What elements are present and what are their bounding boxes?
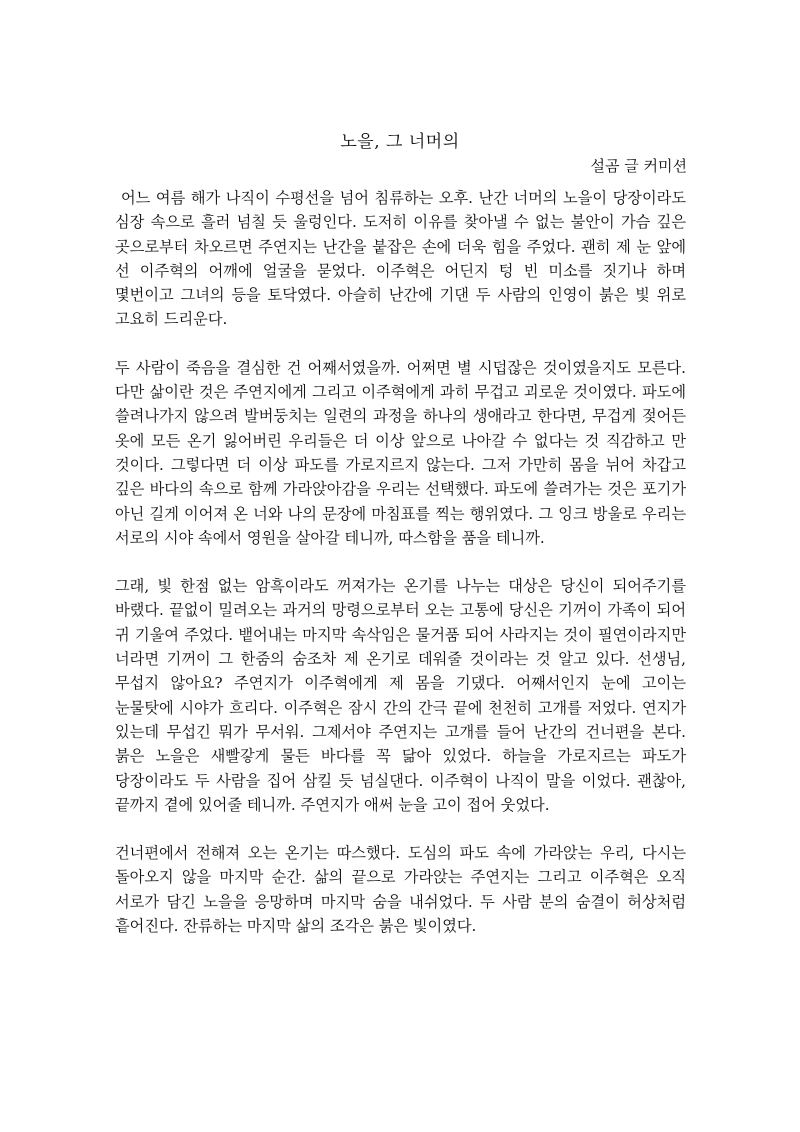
document-body	[115, 186, 686, 962]
paragraph-3: 그래, 빛 한점 없는 암흑이라도 꺼져가는 온기를 나누는 대상은 당신이 되어주기를 바랬다. 끝없이 밀려오는 과거의 망령으로부터 오는 고통에 당신은 기꺼이 가족이 되어 귀 기울여 주었다. 뱉어내는 마지막 속삭임은 물거품 되어 사라지는 것이 필연이라지만 너라면 기꺼이 그 한줌의 숨조차 제 온기로 데워줄 것이라는 것 알고 있다. 선생님, 무섭지 않아요? 주연지가 이주혁에게 제 몸을 기댔다. 어째서인지 눈에 고이는 눈물탓에 시야가 흐리다. 이주혁은 잠시 간의 간극 끝에 천천히 고개를 저었다. 연지가 있는데 무섭긴 뭐가 무서워. 그제서야 주연지는 고개를 들어 난간의 건너편을 본다. 붉은 노을은 새빨갛게 물든 바다를 꼭 닮아 있었다. 하늘을 가로지르는 파도가 당장이라도 두 사람을 집어 삼킬 듯 넘실댄다. 이주혁이 나직이 말을 이었다. 괜찮아, 끝까지 곁에 있어줄 테니까. 주연지가 애써 눈을 고이 접어 웃었다.	[115, 577, 686, 814]
paragraph-4: 건너편에서 전해져 오는 온기는 따스했다. 도심의 파도 속에 가라앉는 우리, 다시는 돌아오지 않을 마지막 순간. 삶의 끝으로 가라앉는 주연지는 그리고 이주혁은 오직 서로가 담긴 노을을 응망하며 마지막 숨을 내쉬었다. 두 사람 분의 숨결이 허상처럼 흩어진다. 잔류하는 마지막 삶의 조각은 붉은 빛이였다.	[115, 844, 686, 936]
document-subtitle: 설곰 글 커미션	[590, 157, 687, 175]
paragraph-1: 어느 여름 해가 나직이 수평선을 넘어 침류하는 오후. 난간 너머의 노을이 당장이라도 심장 속으로 흘러 넘칠 듯 울렁인다. 도저히 이유를 찾아낼 수 없는 불안이 가슴 깊은 곳으로부터 차오르면 주연지는 난간을 붙잡은 손에 더욱 힘을 주었다. 괜히 제 눈 앞에 선 이주혁의 어깨에 얼굴을 묻었다. 이주혁은 어딘지 텅 빈 미소를 짓기나 하며 몇번이고 그녀의 등을 토닥였다. 아슬히 난간에 기댄 두 사람의 인영이 붉은 빛 위로 고요히 드리운다.	[115, 189, 686, 329]
paragraph-2: 두 사람이 죽음을 결심한 건 어째서였을까. 어쩌면 별 시덥잖은 것이였을지도 모른다. 다만 삶이란 것은 주연지에게 그리고 이주혁에게 과히 무겁고 괴로운 것이였다. 파도에 쓸려나가지 않으려 발버둥치는 일련의 과정을 하나의 생애라고 한다면, 무겁게 젖어든 옷에 모든 온기 잃어버린 우리들은 더 이상 앞으로 나아갈 수 없다는 것 직감하고 만 것이다. 그렇다면 더 이상 파도를 가로지르지 않는다. 그저 가만히 몸을 뉘어 차갑고 깊은 바다의 속으로 함께 가라앉아감을 우리는 선택했다. 파도에 쓸려가는 것은 포기가 아닌 길게 이어져 온 너와 나의 문장에 마침표를 찍는 행위였다. 그 잉크 방울로 우리는 서로의 시야 속에서 영원을 살아갈 테니까, 따스함을 품을 테니까.	[115, 358, 687, 547]
document-title: 노을, 그 너머의	[340, 132, 460, 152]
